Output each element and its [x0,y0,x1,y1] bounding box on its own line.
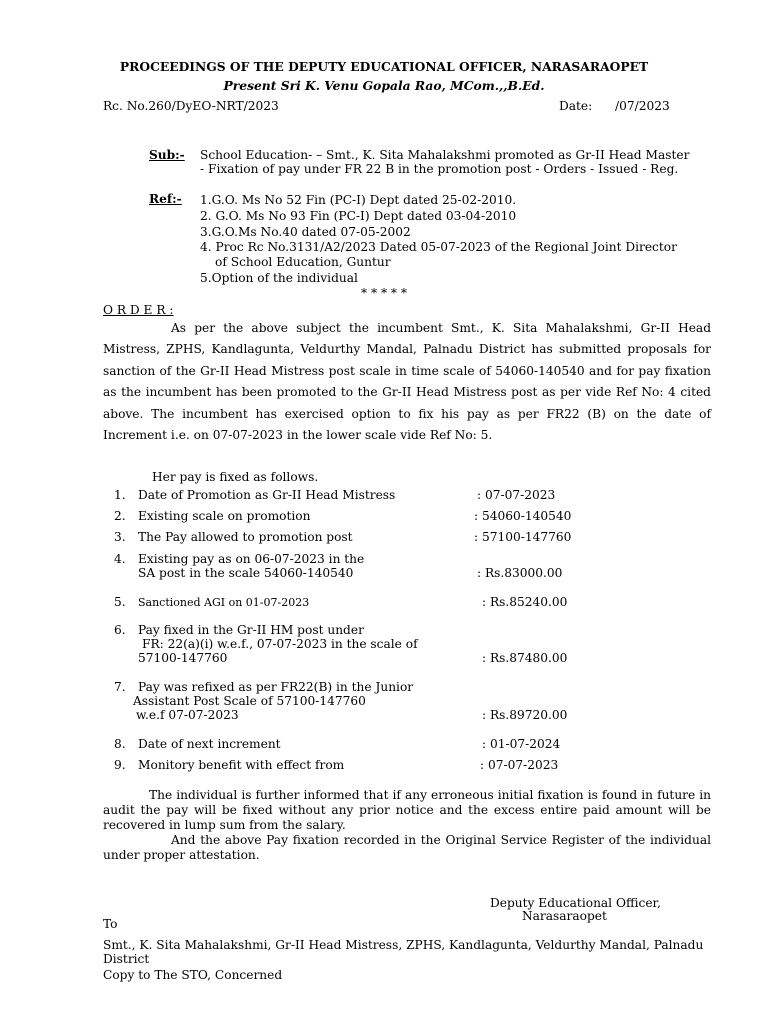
pay-intro: Her pay is fixed as follows. [152,470,319,484]
pay-item-label: Existing pay as on 06-07-2023 in the [138,552,365,566]
order-heading: O R D E R : [103,303,174,317]
pay-item-value: : 54060-140540 [474,509,572,523]
subject-line-2: - Fixation of pay under FR 22 B in the promotion post - Orders - Issued - Reg. [200,162,679,176]
note-paragraph-1: The individual is further informed that if any erroneous initial fixation is found in future in audit the pay will be fixed without any prior notice and the excess entire paid amount will be recovered in lump sum from the salary. [103,788,711,832]
recipient-address: Smt., K. Sita Mahalakshmi, Gr-II Head Mistress, ZPHS, Kandlagunta, Veldurthy Mandal, Palnadu [103,938,704,952]
reference-item-2: 2. G.O. Ms No 93 Fin (PC-I) Dept dated 03-04-2010 [200,209,517,223]
note-paragraph-2: And the above Pay fixation recorded in the Original Service Register of the individual under proper attestation. [103,833,711,862]
reference-item-1: 1.G.O. Ms No 52 Fin (PC-I) Dept dated 25-02-2010. [200,193,517,207]
reference-item-4: 4. Proc Rc No.3131/A2/2023 Dated 05-07-2023 of the Regional Joint Director [200,240,677,254]
pay-item-label: The Pay allowed to promotion post [138,530,353,544]
signature-office: Narasaraopet [522,909,607,923]
pay-item-number: 4. [114,552,126,566]
pay-item-value: : 01-07-2024 [482,737,561,751]
pay-item-label: Monitory benefit with effect from [138,758,345,772]
pay-item-label: Date of Promotion as Gr-II Head Mistress [138,488,396,502]
copy-to: Copy to The STO, Concerned [103,968,283,982]
reference-item-4-cont: of School Education, Guntur [215,255,391,269]
reference-number: Rc. No.260/DyEO-NRT/2023 [103,99,279,113]
recipient-address-cont: District [103,952,150,966]
order-paragraph: As per the above subject the incumbent Smt., K. Sita Mahalakshmi, Gr-II Head Mistress, ZPHS, Kandlagunta, Veldurthy Mandal, Palnadu District has submitted proposals for sanction of the Gr-II Head Mistress post scale in time scale of 54060-140540 and for pay fixation as the incumbent has been promoted to the Gr-II Head Mistress post as per vide Ref No: 4 cited above. The incumbent has exercised option to fix his pay as per FR22 (B) on the date of Increment i.e. on 07-07-2023 in the lower scale vide Ref No: 5. [103,321,711,443]
pay-item-value: : Rs.85240.00 [482,595,568,609]
pay-item-number: 9. [114,758,126,772]
pay-item-value: : Rs.89720.00 [482,708,568,722]
pay-item-label-cont: 57100-147760 [138,651,228,665]
date-value: /07/2023 [615,99,670,113]
subject-line-1: School Education- – Smt., K. Sita Mahalakshmi promoted as Gr-II Head Master [200,148,690,162]
pay-item-number: 2. [114,509,126,523]
pay-item-number: 6. [114,623,126,637]
pay-item-value: : 07-07-2023 [480,758,559,772]
pay-item-label-cont: SA post in the scale 54060-140540 [138,566,354,580]
pay-item-label: Pay was refixed as per FR22(B) in the Junior [138,680,414,694]
date-label: Date: [559,99,593,113]
to-label: To [103,917,118,931]
pay-item-number: 1. [114,488,126,502]
pay-item-number: 7. [114,680,126,694]
pay-item-value: : 57100-147760 [474,530,572,544]
pay-item-value: : Rs.83000.00 [477,566,563,580]
pay-item-label-cont: w.e.f 07-07-2023 [136,708,239,722]
pay-item-number: 5. [114,595,126,609]
reference-item-5: 5.Option of the individual [200,271,358,285]
pay-item-label: Date of next increment [138,737,281,751]
presiding-officer: Present Sri K. Venu Gopala Rao, MCom.,,B.Ed. [223,78,545,93]
separator-stars: * * * * * [361,286,407,300]
pay-item-label-cont: FR: 22(a)(i) w.e.f., 07-07-2023 in the scale of [142,637,418,651]
pay-item-value: : Rs.87480.00 [482,651,568,665]
pay-item-label: Existing scale on promotion [138,509,311,523]
pay-item-value: : 07-07-2023 [477,488,556,502]
signature-designation: Deputy Educational Officer, [490,896,661,910]
document-title: PROCEEDINGS OF THE DEPUTY EDUCATIONAL OFFICER, NARASARAOPET [119,59,649,74]
reference-label: Ref:- [149,192,182,206]
pay-item-number: 3. [114,530,126,544]
pay-item-number: 8. [114,737,126,751]
pay-item-label: Pay fixed in the Gr-II HM post under [138,623,364,637]
subject-label: Sub:- [149,148,185,162]
pay-item-label-cont: Assistant Post Scale of 57100-147760 [133,694,366,708]
reference-item-3: 3.G.O.Ms No.40 dated 07-05-2002 [200,225,411,239]
pay-item-label: Sanctioned AGI on 01-07-2023 [138,596,310,609]
